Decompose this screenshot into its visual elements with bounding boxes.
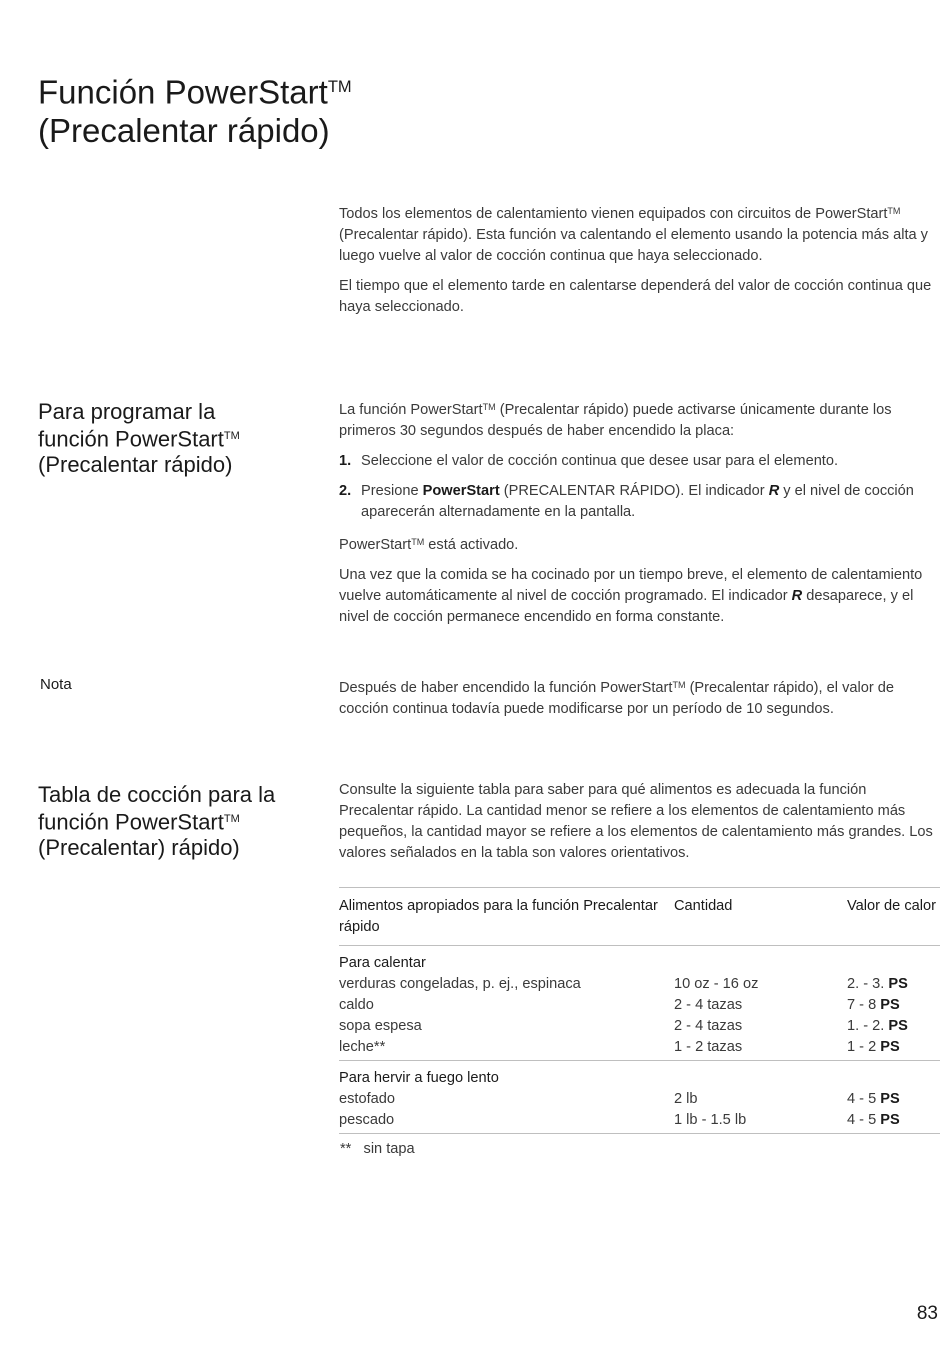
step-item: [339, 481, 944, 523]
column-header-quantity: Cantidad: [674, 888, 847, 946]
ps-label: PS: [888, 1018, 908, 1034]
heading-line: (Precalentar) rápido): [38, 834, 240, 860]
trademark-mark: TM: [887, 206, 901, 216]
ps-label: PS: [880, 1039, 900, 1055]
cooking-table: [339, 887, 940, 1134]
table-header-row: [339, 888, 940, 946]
heading-line: Tabla de cocción para la: [38, 782, 276, 807]
trademark-mark: TM: [223, 430, 240, 442]
group-title: Para hervir a fuego lento: [339, 1070, 499, 1086]
table-group-row: [339, 946, 940, 975]
trademark-mark: TM: [327, 78, 352, 96]
trademark-mark: TM: [411, 537, 425, 548]
food-cell: leche**: [339, 1037, 674, 1061]
quantity-cell: 2 - 4 tazas: [674, 997, 743, 1013]
program-paragraph-3: [339, 565, 944, 628]
table-row: [339, 1016, 940, 1037]
quantity-cell: 1 - 2 tazas: [674, 1037, 847, 1061]
heat-value-cell: [847, 995, 940, 1016]
intro-text: (Precalentar rápido). Esta función va calentando el elemento usando la potencia más alta y luego vuelve al valor de cocción continua que haya seleccionado.: [339, 227, 928, 265]
heat-value: 1. - 2.: [847, 1018, 889, 1034]
food-cell: estofado: [339, 1091, 395, 1107]
steps-list: [339, 451, 944, 523]
powerstart-key-label: PowerStart: [422, 483, 500, 500]
heat-value-cell: [847, 1110, 940, 1134]
trademark-mark: TM: [482, 402, 496, 412]
heading-line: función PowerStart: [38, 426, 224, 452]
table-row: [339, 995, 940, 1016]
quantity-cell: 2 - 4 tazas: [674, 1018, 743, 1034]
intro-paragraph-1: [339, 201, 944, 267]
trademark-mark: TM: [223, 813, 240, 825]
intro-paragraph-2: El tiempo que el elemento tarde en calentarse dependerá del valor de cocción continua que haya seleccionado.: [339, 278, 932, 316]
ps-label: PS: [880, 1091, 900, 1107]
heading-line: Para programar la: [38, 399, 216, 424]
step-text: y el nivel de cocción aparecerán alternadamente en la pantalla.: [361, 483, 914, 521]
program-section: [339, 397, 944, 637]
group-title: Para calentar: [339, 955, 426, 971]
step-text: Seleccione el valor de cocción continua que desee usar para el elemento.: [361, 453, 839, 470]
quantity-cell: 2 lb: [674, 1091, 698, 1107]
food-cell: verduras congeladas, p. ej., espinaca: [339, 976, 581, 992]
program-text: PowerStart: [339, 537, 412, 554]
quantity-cell: 1 lb - 1.5 lb: [674, 1110, 847, 1134]
page-title-line2: (Precalentar rápido): [38, 111, 330, 149]
food-cell: pescado: [339, 1110, 674, 1134]
step-number: 2.: [339, 483, 352, 500]
trademark-mark: TM: [672, 680, 686, 690]
heat-value-cell: [847, 1016, 940, 1037]
ps-label: PS: [880, 1112, 900, 1128]
table-intro: [339, 780, 944, 873]
note-paragraph: [339, 675, 944, 720]
indicator-symbol: R: [768, 483, 780, 500]
heat-value: 1 - 2: [847, 1039, 881, 1055]
heat-value: 4 - 5: [847, 1091, 881, 1107]
food-cell: caldo: [339, 997, 374, 1013]
program-text: está activado.: [424, 537, 519, 554]
heat-value-cell: [847, 1037, 940, 1061]
intro-section: [339, 201, 944, 327]
heat-value-cell: [847, 974, 940, 995]
quantity-cell: 10 oz - 16 oz: [674, 976, 759, 992]
ps-label: PS: [880, 997, 900, 1013]
heat-value: 4 - 5: [847, 1112, 881, 1128]
program-text: (Precalentar rápido) puede activarse únicamente durante los primeros 30 segundos después de haber encendido la placa:: [339, 402, 892, 440]
note-text: [339, 675, 944, 729]
program-heading: [38, 399, 328, 477]
program-text: desaparece, y el nivel de cocción permanece encendido en forma constante.: [339, 588, 914, 626]
program-text: Una vez que la comida se ha cocinado por un tiempo breve, el elemento de calentamiento vuelve automáticamente al nivel de cocción programado. El indicador: [339, 567, 923, 605]
step-text: (PRECALENTAR RÁPIDO). El indicador: [499, 483, 769, 500]
page-number: 83: [916, 1303, 938, 1324]
intro-text: Todos los elementos de calentamiento vienen equipados con circuitos de PowerStart: [339, 206, 888, 223]
indicator-symbol: R: [791, 588, 803, 605]
heat-value-cell: [847, 1089, 940, 1110]
table-footnote: ** sin tapa: [340, 1141, 415, 1157]
page-title-line1: Función PowerStart: [38, 73, 328, 111]
heading-line: (Precalentar rápido): [38, 451, 233, 477]
heat-value: 2. - 3.: [847, 976, 889, 992]
note-text-part: Después de haber encendido la función PowerStart: [339, 680, 673, 697]
step-text: Presione: [361, 483, 423, 500]
step-item: [339, 451, 944, 472]
ps-label: PS: [888, 976, 908, 992]
table-row: [339, 974, 940, 995]
step-number: 1.: [339, 453, 352, 470]
heading-line: función PowerStart: [38, 809, 224, 835]
table-intro-paragraph: Consulte la siguiente tabla para saber para qué alimentos es adecuada la función Precalentar rápido. La cantidad menor se refiere a los elementos de calentamiento más pequeños, la cantidad mayor se refiere a los elementos de calentamiento más grandes. Los valores señalados en la tabla son valores orientativos.: [339, 782, 933, 861]
table-row: [339, 1089, 940, 1110]
food-cell: sopa espesa: [339, 1018, 422, 1034]
table-row: [339, 1110, 940, 1134]
powerstart-active-text: [339, 532, 944, 556]
program-paragraph-1: [339, 397, 944, 442]
column-header-heat-value: Valor de calor: [847, 888, 940, 946]
note-text-part: (Precalentar rápido), el valor de cocción continua todavía puede modificarse por un período de 10 segundos.: [339, 680, 894, 718]
program-text: La función PowerStart: [339, 402, 483, 419]
heat-value: 7 - 8: [847, 997, 881, 1013]
table-group-row: [339, 1061, 940, 1090]
table-row: [339, 1037, 940, 1061]
page-title: [38, 68, 638, 150]
note-label: Nota: [40, 676, 72, 693]
table-heading: [38, 782, 328, 860]
column-header-food: Alimentos apropiados para la función Precalentar rápido: [339, 888, 674, 946]
